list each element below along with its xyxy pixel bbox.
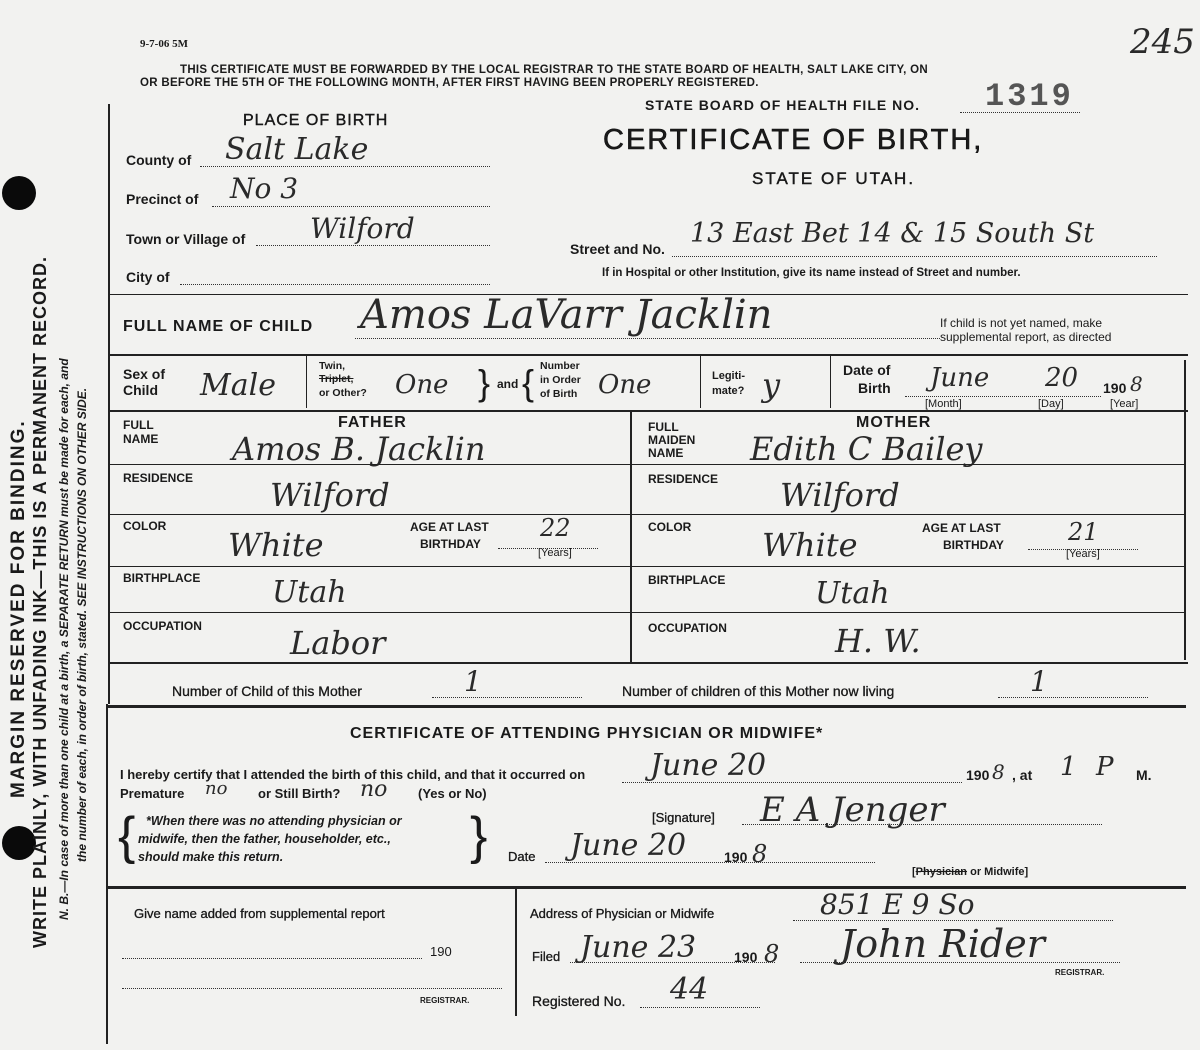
occurred-year-hand: 8 — [992, 760, 1005, 784]
registered-value: 44 — [670, 972, 709, 1007]
child-name-label: FULL NAME OF CHILD — [123, 318, 314, 335]
order-label-2: in Order — [540, 374, 581, 386]
place-of-birth-heading: PLACE OF BIRTH — [243, 112, 389, 129]
supplemental-line-2 — [122, 988, 502, 989]
children-count-line — [432, 697, 582, 698]
rule-above-bottom — [106, 886, 1186, 889]
meridiem-value: P — [1096, 752, 1114, 782]
mother-color-label: COLOR — [648, 520, 692, 534]
mother-years-caption: [Years] — [1066, 548, 1100, 560]
frame-right — [1184, 360, 1186, 660]
mother-full-label-1: FULL — [648, 420, 679, 434]
father-rule-1 — [108, 464, 630, 465]
sex-value: Male — [200, 368, 276, 403]
father-rule-4 — [108, 612, 630, 613]
yes-no-label: (Yes or No) — [418, 786, 487, 801]
mother-age-label-2: BIRTHDAY — [943, 538, 1004, 552]
address-value: 851 E 9 So — [820, 888, 975, 921]
father-age-label-1: AGE AT LAST — [410, 520, 489, 534]
certificate-title: CERTIFICATE OF BIRTH, — [603, 124, 984, 156]
occurred-date: June 20 — [650, 748, 767, 783]
children-living-value: 1 — [1030, 665, 1048, 698]
father-age: 22 — [540, 514, 571, 542]
dob-line — [905, 396, 1101, 397]
order-label-1: Number — [540, 360, 580, 372]
mother-color: White — [762, 526, 858, 564]
father-residence: Wilford — [270, 476, 390, 514]
city-line — [180, 284, 490, 285]
dob-month-caption: [Month] — [925, 398, 962, 410]
registered-label: Registered No. — [532, 993, 626, 1009]
div-order — [700, 356, 701, 408]
unnamed-note-1: If child is not yet named, make — [940, 316, 1103, 330]
mother-heading: MOTHER — [856, 414, 932, 431]
rule-below-parents — [108, 662, 1188, 664]
registrar-label: REGISTRAR. — [1055, 968, 1105, 977]
div-sex — [306, 356, 307, 408]
father-full-label-2: NAME — [123, 432, 159, 446]
premature-label: Premature — [120, 786, 185, 801]
street-value: 13 East Bet 14 & 15 South St — [690, 218, 1095, 249]
dob-month: June — [930, 363, 990, 393]
precinct-value: No 3 — [230, 172, 299, 205]
mother-name: Edith C Bailey — [750, 430, 983, 468]
dob-label-2: Birth — [858, 380, 891, 396]
legit-label-1: Legiti- — [712, 370, 745, 382]
premature-value: no — [205, 778, 228, 799]
rule-above-attending — [106, 705, 1186, 708]
dob-day: 20 — [1045, 363, 1079, 393]
dob-year-caption: [Year] — [1110, 398, 1139, 410]
margin-nb-line2: the number of each, in order of birth, stated. SEE INSTRUCTIONS ON OTHER SIDE. — [75, 387, 89, 862]
m-label: M. — [1136, 767, 1152, 783]
county-value: Salt Lake — [225, 132, 369, 167]
mother-occupation: H. W. — [835, 622, 921, 660]
attending-heading: CERTIFICATE OF ATTENDING PHYSICIAN OR MIDWIFE* — [350, 725, 824, 742]
county-label: County of — [126, 152, 192, 168]
supplemental-registrar: REGISTRAR. — [420, 996, 470, 1005]
form-code: 9-7-06 5M — [140, 38, 188, 50]
sex-label-1: Sex of — [123, 366, 166, 382]
mother-rule-2 — [630, 514, 1186, 515]
sex-label-2: Child — [123, 382, 158, 398]
hospital-note: If in Hospital or other Institution, give its name instead of Street and number. — [602, 267, 1021, 279]
dob-year-print: 190 — [1103, 380, 1127, 396]
note-brace-right: } — [470, 807, 488, 865]
brace-twin: } — [478, 362, 491, 403]
signature-value: E A Jenger — [760, 790, 945, 830]
margin-binding-text: MARGIN RESERVED FOR BINDING. — [8, 419, 29, 798]
mother-rule-1 — [630, 464, 1186, 465]
father-years-caption: [Years] — [538, 547, 572, 559]
date-year-print: 190 — [724, 849, 748, 865]
legit-value: y — [762, 366, 781, 404]
children-count-label: Number of Child of this Mother — [172, 683, 362, 699]
registrar-signature: John Rider — [840, 922, 1045, 966]
father-name: Amos B. Jacklin — [232, 430, 486, 468]
town-line — [256, 245, 490, 246]
notice-line1: THIS CERTIFICATE MUST BE FORWARDED BY THE LOCAL REGISTRAR TO THE STATE BOARD OF HEALTH, SALT LAKE CITY, ON — [180, 64, 928, 76]
dob-day-caption: [Day] — [1038, 398, 1064, 410]
rule-above-sex — [108, 354, 1188, 356]
date-hand: June 20 — [570, 828, 687, 863]
children-count-value: 1 — [464, 665, 482, 698]
mother-rule-3 — [630, 566, 1186, 567]
physician-struck: Physician — [915, 866, 968, 878]
father-birthplace: Utah — [272, 575, 347, 610]
attending-note-3: should make this return. — [138, 850, 284, 864]
signature-label: [Signature] — [652, 810, 715, 825]
bottom-divider — [515, 886, 517, 1016]
father-color-label: COLOR — [123, 519, 167, 533]
mother-residence-label: RESIDENCE — [648, 472, 719, 486]
still-value: no — [360, 777, 388, 802]
supplemental-label: Give name added from supplemental report — [134, 906, 385, 921]
children-living-label: Number of children of this Mother now living — [622, 683, 895, 699]
child-name-value: Amos LaVarr Jacklin — [360, 292, 773, 338]
town-value: Wilford — [310, 212, 415, 245]
precinct-label: Precinct of — [126, 191, 199, 207]
precinct-line — [212, 206, 490, 207]
hour-value: 1 — [1060, 752, 1077, 782]
filed-year-hand: 8 — [764, 940, 780, 968]
city-label: City of — [126, 269, 170, 285]
children-living-line — [998, 697, 1148, 698]
dob-label-1: Date of — [843, 362, 891, 378]
supplemental-line-1 — [122, 958, 422, 959]
brace-order: { — [522, 362, 535, 403]
attending-note-1: *When there was no attending physician or — [146, 814, 402, 828]
registrar-line — [800, 962, 1120, 963]
address-label: Address of Physician or Midwife — [530, 906, 715, 921]
mother-age: 21 — [1068, 518, 1099, 546]
unnamed-note-2: supplemental report, as directed — [940, 330, 1112, 344]
filed-value: June 23 — [580, 930, 697, 965]
street-line — [672, 256, 1157, 257]
father-color: White — [228, 526, 324, 564]
punch-hole-top — [2, 176, 36, 210]
certify-text: I hereby certify that I attended the birth of this child, and that it occurred on — [120, 767, 586, 782]
mother-full-label-3: NAME — [648, 446, 684, 460]
frame-left — [108, 104, 110, 704]
occurred-year-print: 190 — [966, 767, 990, 783]
file-number: 1319 — [985, 78, 1074, 115]
father-heading: FATHER — [338, 414, 407, 431]
child-name-line — [355, 338, 940, 339]
certificate-subtitle: STATE OF UTAH. — [752, 169, 916, 188]
supplemental-year: 190 — [430, 944, 452, 959]
father-occupation-label: OCCUPATION — [123, 619, 202, 633]
margin-nb-line1: N. B.—In case of more than one child at a birth, a SEPARATE RETURN must be made for each, and — [57, 358, 71, 920]
dob-year-hand: 8 — [1130, 372, 1143, 396]
twin-label-1: Twin, — [319, 360, 346, 372]
father-birthplace-label: BIRTHPLACE — [123, 571, 201, 585]
twin-value: One — [395, 370, 449, 400]
registered-line — [640, 1007, 760, 1008]
father-residence-label: RESIDENCE — [123, 471, 194, 485]
father-age-label-2: BIRTHDAY — [420, 537, 481, 551]
order-value: One — [598, 370, 652, 400]
physician-bracket: [Physician or Midwife] — [912, 866, 1029, 878]
at-label: , at — [1012, 767, 1033, 783]
mother-full-label-2: MAIDEN — [648, 433, 696, 447]
mother-occupation-label: OCCUPATION — [648, 621, 727, 635]
frame-left-lower — [106, 704, 108, 1044]
twin-label-3: or Other? — [319, 387, 367, 399]
attending-note-2: midwife, then the father, householder, etc., — [138, 832, 391, 846]
corner-number: 245 — [1130, 22, 1195, 62]
div-legit — [830, 356, 831, 408]
filed-label: Filed — [532, 949, 561, 964]
mother-residence: Wilford — [780, 476, 900, 514]
file-no-label: STATE BOARD OF HEALTH FILE NO. — [645, 97, 920, 113]
legit-label-2: mate? — [712, 385, 745, 397]
date-label: Date — [508, 849, 536, 864]
mother-age-label-1: AGE AT LAST — [922, 521, 1001, 535]
date-year-hand: 8 — [752, 840, 768, 868]
note-brace-left: { — [118, 807, 136, 865]
notice-line2: OR BEFORE THE 5TH OF THE FOLLOWING MONTH, AFTER FIRST HAVING BEEN PROPERLY REGISTERED. — [140, 77, 759, 89]
still-label: or Still Birth? — [258, 786, 341, 801]
or-midwife: or Midwife] — [970, 866, 1029, 878]
twin-label-2: Triplet, — [319, 373, 354, 385]
father-full-label-1: FULL — [123, 418, 154, 432]
town-label: Town or Village of — [126, 231, 246, 247]
order-label-3: of Birth — [540, 388, 578, 400]
mother-birthplace: Utah — [815, 576, 890, 611]
and-label: and — [497, 377, 519, 391]
father-rule-3 — [108, 566, 630, 567]
father-occupation: Labor — [290, 624, 386, 662]
parents-divider — [630, 410, 632, 662]
mother-birthplace-label: BIRTHPLACE — [648, 573, 726, 587]
filed-year-print: 190 — [734, 949, 758, 965]
street-label: Street and No. — [570, 241, 665, 257]
rule-above-parents — [108, 410, 1188, 412]
mother-rule-4 — [630, 612, 1186, 613]
margin-ink-text: WRITE PLAINLY, WITH UNFADING INK—THIS IS A PERMANENT RECORD. — [30, 255, 50, 948]
